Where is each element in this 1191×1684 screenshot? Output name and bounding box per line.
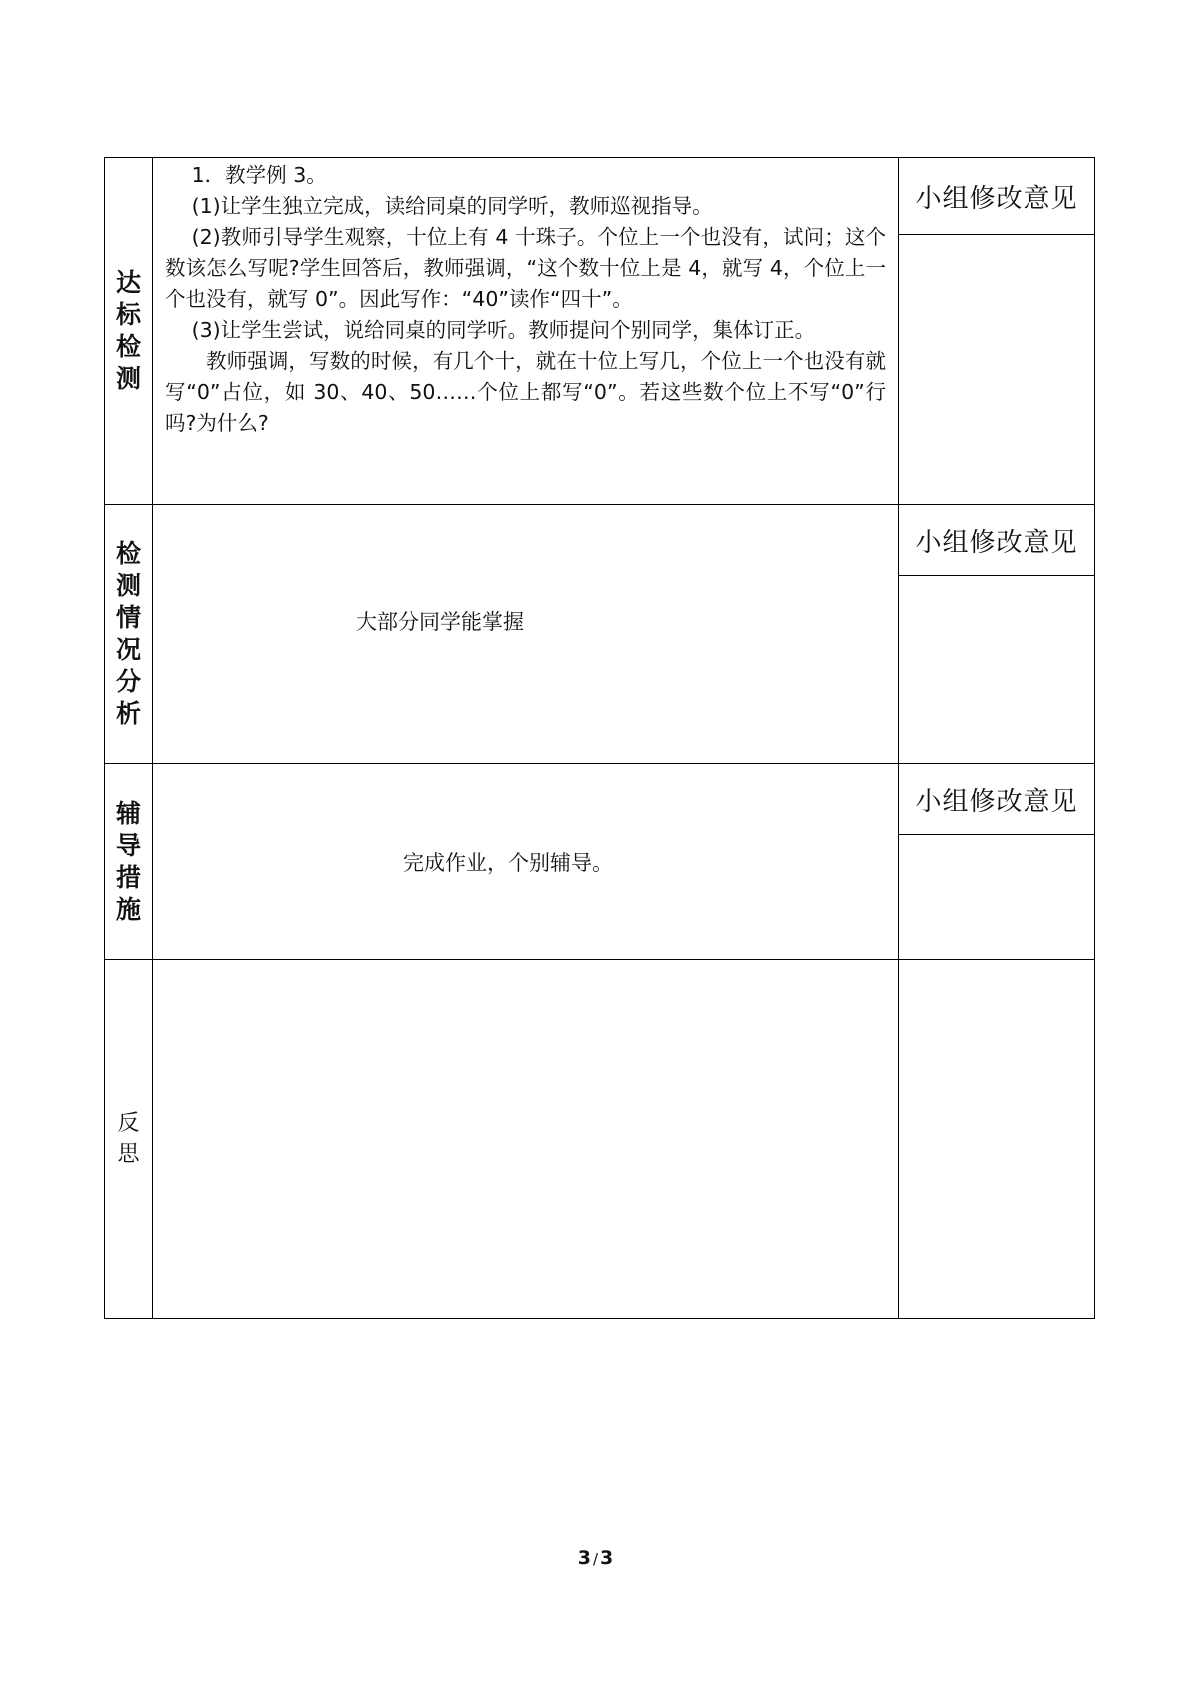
assessment-line-3: (2)教师引导学生观察，十位上有 4 十珠子。个位上一个也没有，试问；这个数该怎么写呢?学生回答后，教师强调，“这个数十位上是 4，就写 4，个位上一个也没有，就写 0”。因此写作：“40”读作“四十”。 [165,225,886,311]
total-pages: 3 [600,1547,614,1569]
assessment-content [153,158,898,439]
analysis-label-cell [105,505,153,764]
tutoring-opinion-title: 小组修改意见 [899,764,1094,835]
analysis-row [105,505,1095,764]
reflection-label-cell [105,960,153,1319]
assessment-opinion-cell [899,158,1095,505]
lesson-plan-table [104,157,1095,1319]
assessment-label: 达标检测 [115,268,141,393]
analysis-opinion-title: 小组修改意见 [899,505,1094,576]
assessment-line-1: 1．教学例 3。 [191,163,327,187]
reflection-content-cell [153,960,899,1319]
analysis-content-cell [153,505,899,764]
reflection-side-cell [899,960,1095,1319]
reflection-row [105,960,1095,1319]
tutoring-content-cell [153,764,899,960]
tutoring-label: 辅导措施 [115,798,141,924]
assessment-line-4: (3)让学生尝试，说给同桌的同学听。教师提问个别同学，集体订正。 [191,318,816,342]
tutoring-text: 完成作业，个别辅导。 [403,851,613,875]
assessment-row [105,158,1095,505]
assessment-line-2: (1)让学生独立完成，读给同桌的同学听，教师巡视指导。 [191,194,713,218]
page-separator: / [592,1550,599,1568]
assessment-content-cell [153,158,899,505]
current-page: 3 [577,1547,591,1569]
tutoring-row [105,764,1095,960]
assessment-label-cell [105,158,153,505]
assessment-line-5: 教师强调，写数的时候，有几个十，就在十位上写几，个位上一个也没有就写“0”占位，如 30、40、50……个位上都写“0”。若这些数个位上不写“0”行吗?为什么? [165,349,886,435]
reflection-label: 反思 [117,1111,140,1167]
tutoring-label-cell [105,764,153,960]
page-number [0,1547,1191,1569]
analysis-label: 检测情况分析 [115,539,141,728]
assessment-opinion-title: 小组修改意见 [899,158,1094,235]
analysis-text: 大部分同学能掌握 [356,610,524,634]
